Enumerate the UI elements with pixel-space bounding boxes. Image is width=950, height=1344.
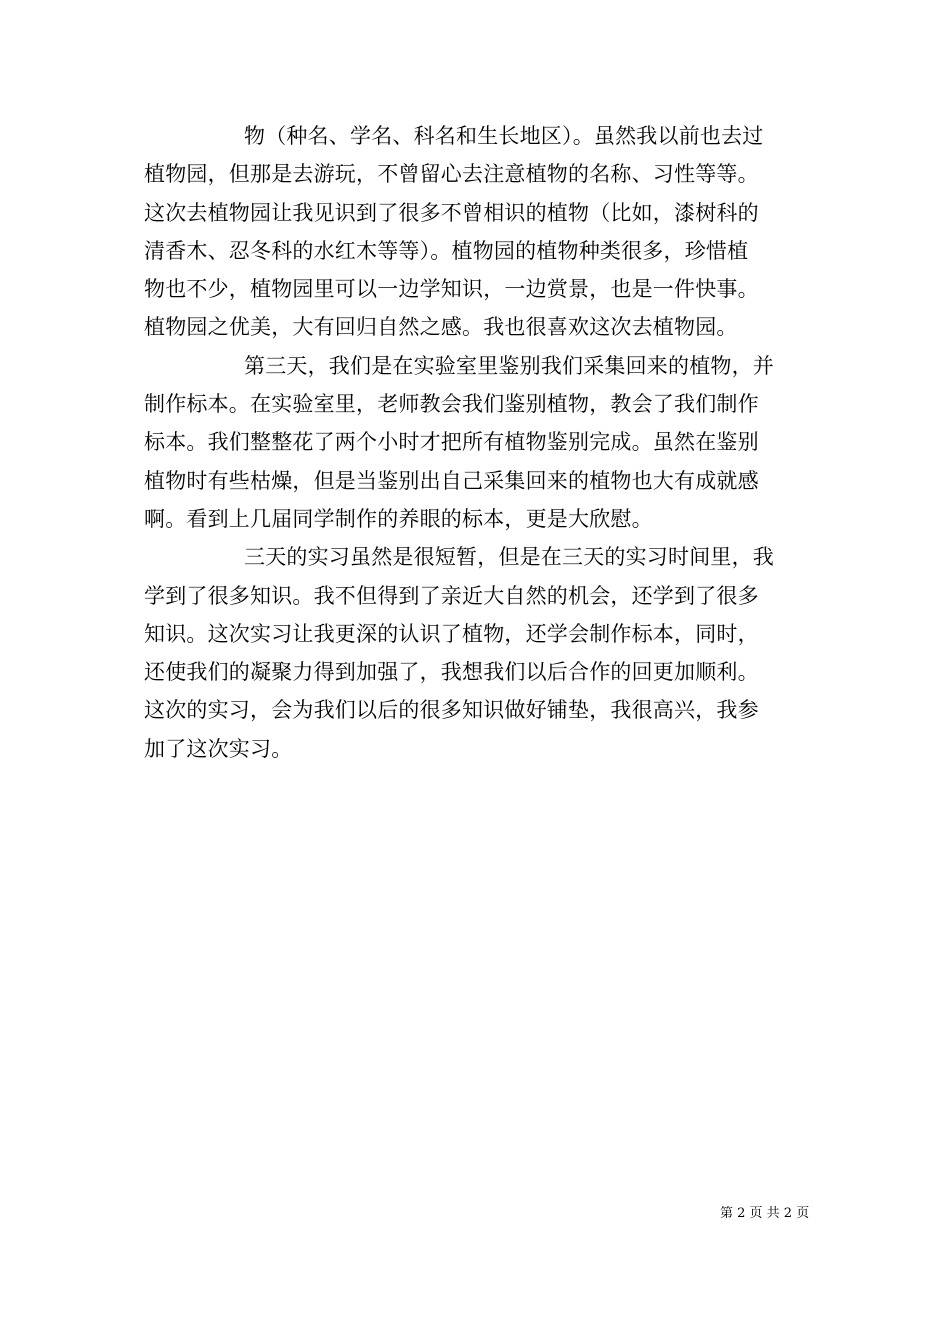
paragraph-line: 清香木、忍冬科的水红木等等）。植物园的植物种类很多，珍惜植 xyxy=(144,238,749,263)
paragraph-2 xyxy=(144,347,809,538)
paragraph-line: 植物园，但那是去游玩，不曾留心去注意植物的名称、习性等等。 xyxy=(144,162,759,187)
paragraph-line: 三天的实习虽然是很短暂，但是在三天的实习时间里，我 xyxy=(244,545,774,570)
paragraph-line: 物也不少，植物园里可以一边学知识，一边赏景，也是一件快事。 xyxy=(144,277,759,302)
paragraph-line: 啊。看到上几届同学制作的养眼的标本，更是大欣慰。 xyxy=(144,506,653,531)
paragraph-line: 知识。这次实习让我更深的认识了植物，还学会制作标本，同时， xyxy=(144,621,759,646)
paragraph-line: 标本。我们整整花了两个小时才把所有植物鉴别完成。虽然在鉴别 xyxy=(144,430,759,455)
paragraph-line: 第三天，我们是在实验室里鉴别我们采集回来的植物，并 xyxy=(244,353,774,378)
document-body xyxy=(144,117,809,768)
paragraph-line: 这次去植物园让我见识到了很多不曾相识的植物（比如，漆树科的 xyxy=(144,200,759,225)
paragraph-line: 加了这次实习。 xyxy=(144,736,293,761)
paragraph-line: 植物时有些枯燥，但是当鉴别出自己采集回来的植物也大有成就感 xyxy=(144,468,759,493)
paragraph-line: 植物园之优美，大有回归自然之感。我也很喜欢这次去植物园。 xyxy=(144,315,738,340)
paragraph-line: 制作标本。在实验室里，老师教会我们鉴别植物，教会了我们制作 xyxy=(144,392,759,417)
paragraph-3 xyxy=(144,538,809,768)
paragraph-line: 学到了很多知识。我不但得到了亲近大自然的机会，还学到了很多 xyxy=(144,583,759,608)
paragraph-line: 还使我们的凝聚力得到加强了，我想我们以后合作的回更加顺利。 xyxy=(144,660,759,685)
paragraph-line: 物（种名、学名、科名和生长地区）。虽然我以前也去过 xyxy=(244,124,764,148)
page-number-footer: 第 2 页 共 2 页 xyxy=(720,1206,810,1221)
paragraph-1 xyxy=(144,117,809,347)
paragraph-line: 这次的实习，会为我们以后的很多知识做好铺垫，我很高兴，我参 xyxy=(144,698,759,723)
